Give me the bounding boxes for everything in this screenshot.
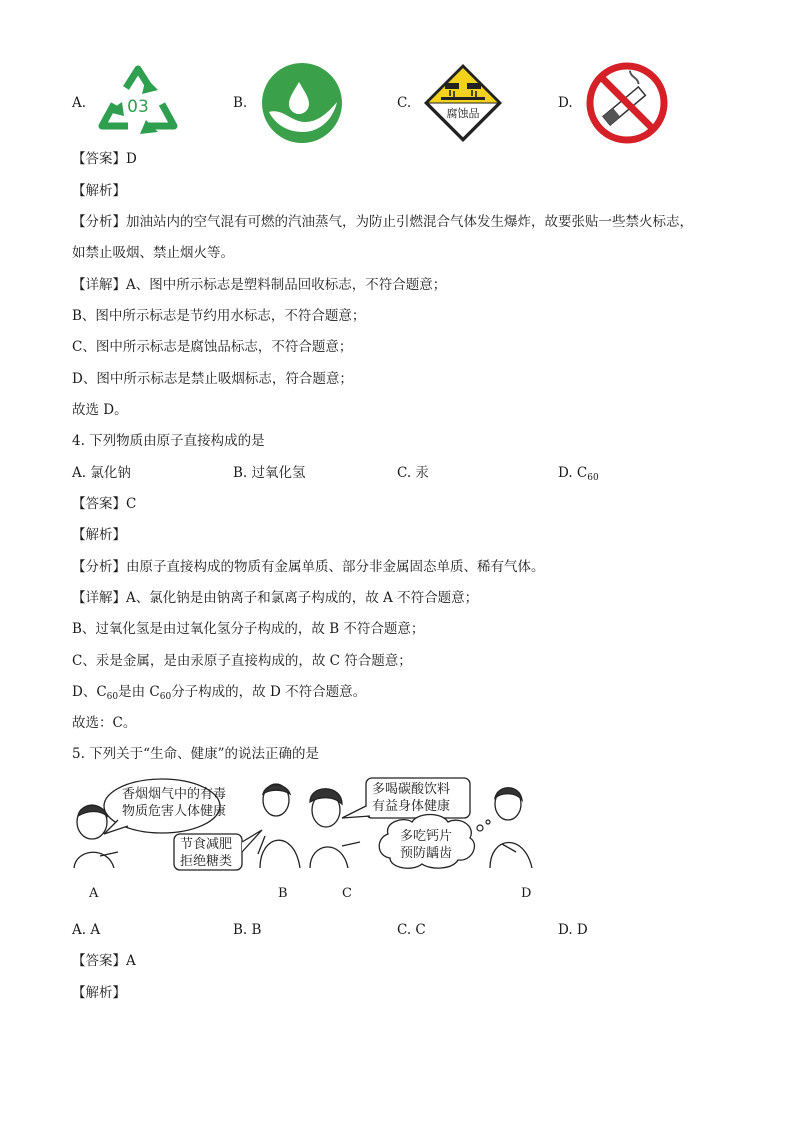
- q5-analysis-tag: 【解析】: [72, 985, 126, 1001]
- q5-option-d: D. D: [558, 922, 588, 938]
- q4-fenxi: 【分析】由原子直接构成的物质有金属单质、部分非金属固态单质、稀有气体。: [72, 559, 545, 575]
- q4-line-b: B、过氧化氢是由过氧化氢分子构成的，故 B 不符合题意；: [72, 621, 425, 637]
- q3-fenxi-line1: 【分析】加油站内的空气混有可燃的汽油蒸气，为防止引燃混合气体发生爆炸，故要张贴一些禁火标志，: [72, 214, 693, 230]
- bubble-d-text: 多吃钙片 预防龋齿: [400, 829, 453, 861]
- caption-b: B: [278, 886, 288, 901]
- q4-line-d: D、$C_{60}$是由 $C_{60}$分子构成的，故 D 不符合题意。: [72, 684, 367, 702]
- caption-c: C: [342, 886, 352, 901]
- q4-analysis-tag: 【解析】: [72, 527, 126, 543]
- answer-value: C: [126, 496, 137, 512]
- bubble-a-text: 香烟烟气中的有毒 物质危害人体健康: [122, 787, 227, 819]
- option-c-label: C.: [397, 95, 412, 111]
- option-a-label: A.: [72, 95, 87, 111]
- option-d-label: D.: [558, 95, 573, 111]
- person-b-figure: [258, 784, 300, 868]
- q5-answer-line: 【答案】A: [72, 953, 136, 969]
- q5-stem: 5. 下列关于“生命、健康”的说法正确的是: [72, 746, 319, 762]
- q4-conclusion: 故选：C。: [72, 715, 137, 731]
- q4-option-c: C. 汞: [397, 465, 429, 481]
- q3-analysis-tag: 【解析】: [72, 183, 126, 199]
- no-smoking-icon: [586, 62, 668, 144]
- q3-line-d: D、图中所示标志是禁止吸烟标志，符合题意；: [72, 371, 353, 387]
- q5-option-a: A. A: [72, 922, 101, 938]
- answer-value: D: [126, 151, 137, 167]
- q4-answer-line: 【答案】C: [72, 496, 137, 512]
- q4-stem: 4. 下列物质由原子直接构成的是: [72, 433, 265, 449]
- person-d-figure: [490, 788, 532, 868]
- q5-option-c: C. C: [397, 922, 426, 938]
- q4-line-c: C、汞是金属，是由汞原子直接构成的，故 C 符合题意；: [72, 653, 412, 669]
- q3-fenxi-line2: 如禁止吸烟、禁止烟火等。: [72, 245, 234, 261]
- q5-option-b: B. B: [233, 922, 262, 938]
- corrosive-label: 腐蚀品: [446, 107, 480, 120]
- q3-answer-line: [72, 150, 137, 168]
- q4-option-d: D. $C_{60}$: [558, 465, 599, 483]
- health-cartoon: [70, 776, 540, 876]
- q3-conclusion: 故选 D。: [72, 402, 128, 418]
- bubble-c-text: 多喝碳酸饮料 有益身体健康: [372, 782, 451, 814]
- recycle-code: 03: [127, 97, 149, 117]
- person-c-figure: [310, 789, 360, 868]
- bubble-b-text: 节食减肥 拒绝糖类: [180, 837, 233, 869]
- q3-xiangjie-a: 【详解】A、图中所示标志是塑料制品回收标志，不符合题意；: [72, 277, 447, 293]
- caption-d: D: [521, 886, 532, 901]
- q3-line-b: B、图中所示标志是节约用水标志，不符合题意；: [72, 308, 366, 324]
- q4-option-b: B. 过氧化氢: [233, 465, 306, 481]
- water-saving-icon: [261, 62, 343, 144]
- recycle-icon: [96, 64, 180, 140]
- answer-tag: 【答案】: [72, 151, 126, 167]
- q4-option-a: A. 氯化钠: [72, 465, 131, 481]
- answer-value: A: [126, 953, 136, 969]
- q3-line-c: C、图中所示标志是腐蚀品标志，不符合题意；: [72, 339, 353, 355]
- corrosive-warning-icon: [423, 63, 503, 143]
- caption-a: A: [89, 886, 99, 901]
- option-b-label: B.: [233, 95, 248, 111]
- q4-xiangjie-a: 【详解】A、氯化钠是由钠离子和氯离子构成的，故 A 不符合题意；: [72, 590, 479, 606]
